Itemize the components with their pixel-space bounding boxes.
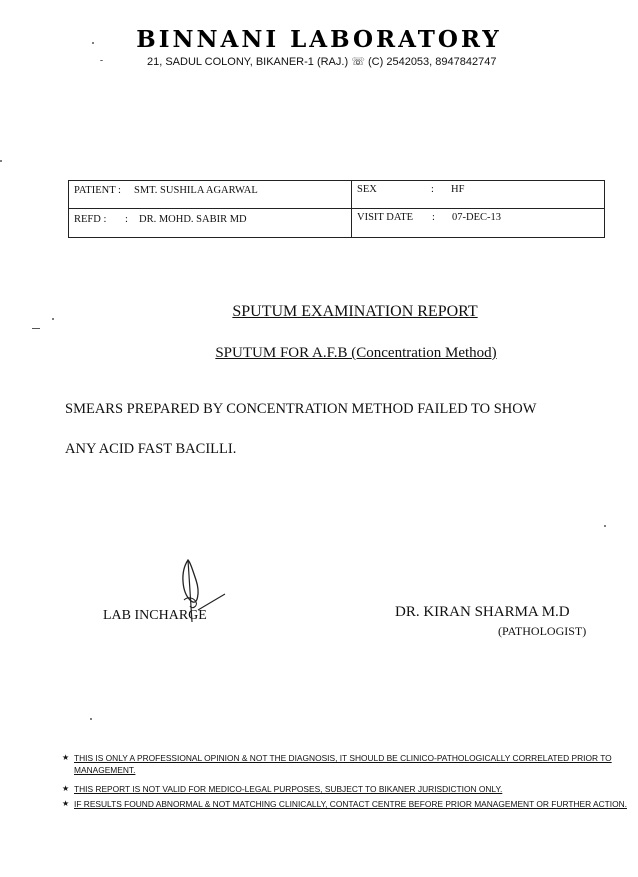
lab-address: 21, SADUL COLONY, BIKANER-1 (RAJ.) [147, 56, 349, 68]
patient-name-label: PATIENT : [74, 185, 121, 196]
disclaimer-text: IF RESULTS FOUND ABNORMAL & NOT MATCHING CLINICALLY, CONTACT CENTRE BEFORE PRIOR MANAGEMENT OR FURTHER ACTION. [74, 799, 627, 809]
disclaimer-text: THIS IS ONLY A PROFESSIONAL OPINION & NOT THE DIAGNOSIS, IT SHOULD BE CLINICO-PATHOLOGICALLY CORRELATED PRIOR TO MANAGEMENT. [74, 753, 612, 775]
scan-speck [92, 42, 94, 44]
scan-speck [52, 318, 54, 320]
star-bullet-icon: ★ [62, 753, 70, 762]
disclaimer-text: THIS REPORT IS NOT VALID FOR MEDICO-LEGAL PURPOSES, SUBJECT TO BIKANER JURISDICTION ONLY. [74, 784, 503, 794]
lab-phone: (C) 2542053, 8947842747 [368, 56, 497, 68]
scan-speck [0, 160, 2, 162]
visit-date-label: VISIT DATE [357, 212, 414, 223]
pathologist-name: DR. KIRAN SHARMA M.D [395, 604, 570, 620]
pathologist-title: (PATHOLOGIST) [498, 624, 587, 638]
sex-value: HF [451, 184, 465, 195]
lab-name: BINNANI LABORATORY [136, 26, 502, 53]
scan-speck [100, 60, 103, 61]
star-bullet-icon: ★ [62, 799, 70, 808]
scan-speck [32, 328, 40, 329]
scan-speck [90, 718, 92, 720]
refd-value: DR. MOHD. SABIR MD [139, 214, 247, 225]
refd-label: REFD : [74, 214, 107, 225]
finding-line-1: SMEARS PREPARED BY CONCENTRATION METHOD FAILED TO SHOW [65, 401, 537, 417]
disclaimer-item [62, 798, 627, 810]
table-divider-vertical [351, 181, 352, 237]
sex-label: SEX [357, 184, 377, 195]
lab-incharge-label: LAB INCHARGE [103, 608, 207, 623]
visit-date-value: 07-DEC-13 [452, 212, 501, 223]
patient-info-table [68, 180, 605, 238]
sex-separator: : [431, 184, 434, 195]
finding-line-2: ANY ACID FAST BACILLI. [65, 441, 237, 457]
scan-speck [604, 525, 606, 527]
disclaimer-item [62, 752, 627, 776]
star-bullet-icon: ★ [62, 784, 70, 793]
lab-address-line [147, 55, 496, 68]
refd-separator: : [125, 214, 128, 225]
table-divider-horizontal [69, 208, 604, 209]
report-subtitle: SPUTUM FOR A.F.B (Concentration Method) [215, 345, 497, 361]
report-title: SPUTUM EXAMINATION REPORT [232, 303, 478, 320]
visit-date-separator: : [432, 212, 435, 223]
telephone-icon: ☏ [351, 56, 365, 68]
disclaimer-item [62, 783, 627, 795]
patient-name-value: SMT. SUSHILA AGARWAL [134, 185, 258, 196]
